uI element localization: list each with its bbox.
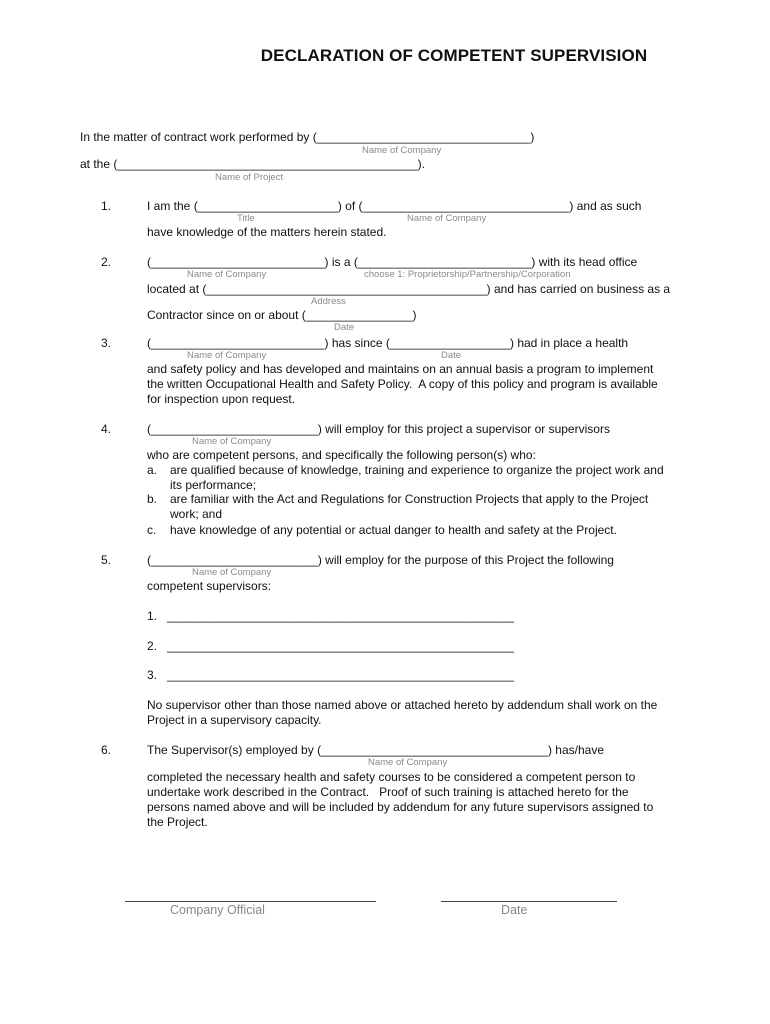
company-official-signature-line (125, 901, 376, 902)
item-4b-line-1: are familiar with the Act and Regulations for Construction Projects that apply to the Project (170, 492, 649, 506)
company-official-label: Company Official (170, 903, 265, 917)
item-3-line-3: the written Occupational Health and Safety Policy. A copy of this policy and program is available (147, 377, 658, 391)
item-number-1: 1. (101, 199, 112, 213)
item-6-line-4: persons named above and will be included by addendum for any future supervisors assigned to (147, 800, 654, 814)
item-6-line-3: undertake work described in the Contract. Proof of such training is attached hereto for the (147, 785, 629, 799)
item-number-2: 2. (101, 255, 112, 269)
caption-title: Title (237, 213, 255, 224)
item-4a-line-2: its performance; (170, 478, 257, 492)
item-4-line-2: who are competent persons, and specifically the following person(s) who: (147, 448, 536, 462)
item-4-line-1: (_________________________) will employ for this project a supervisor or supervisors (147, 422, 610, 436)
item-4a-label: a. (147, 463, 158, 477)
item-5-paragraph-line-2: Project in a supervisory capacity. (147, 713, 322, 727)
item-5-line-2: competent supervisors: (147, 579, 272, 593)
supervisor-line-3: 3. ____________________________________________________ (147, 668, 515, 682)
caption-name-of-company: Name of Company (362, 145, 442, 156)
caption-address: Address (311, 296, 346, 307)
document-title: DECLARATION OF COMPETENT SUPERVISION (260, 46, 648, 65)
intro-line-contract-work: In the matter of contract work performed by (________________________________) (80, 130, 535, 144)
item-4c-label: c. (147, 523, 157, 537)
item-2-line-3: Contractor since on or about (________________) (147, 308, 417, 322)
item-1-line-1: I am the (_____________________) of (_______________________________) and as such (147, 199, 642, 213)
item-5-paragraph-line-1: No supervisor other than those named above or attached hereto by addendum shall work on the (147, 698, 658, 712)
item-3-line-2: and safety policy and has developed and maintains on an annual basis a program to implement (147, 362, 654, 376)
date-signature-line (441, 901, 617, 902)
item-3-line-1: (__________________________) has since (__________________) had in place a health (147, 336, 629, 350)
item-number-6: 6. (101, 743, 112, 757)
item-6-line-2: completed the necessary health and safety courses to be considered a competent person to (147, 770, 636, 784)
caption-name-of-company: Name of Company (407, 213, 487, 224)
caption-name-of-company: Name of Company (192, 567, 272, 578)
item-4b-label: b. (147, 492, 158, 506)
caption-name-of-company: Name of Company (187, 269, 267, 280)
caption-name-of-company: Name of Company (187, 350, 267, 361)
item-4a-line-1: are qualified because of knowledge, training and experience to organize the project work and (170, 463, 664, 477)
caption-date: Date (441, 350, 462, 361)
caption-name-of-company: Name of Company (368, 757, 448, 768)
item-6-line-5: the Project. (147, 815, 208, 829)
signature-date-label: Date (501, 903, 528, 917)
caption-business-type: choose 1: Proprietorship/Partnership/Corporation (364, 269, 571, 280)
intro-line-project: at the (_____________________________________________). (80, 157, 426, 171)
caption-name-of-company: Name of Company (192, 436, 272, 447)
item-4c-line-1: have knowledge of any potential or actual danger to health and safety at the Project. (170, 523, 617, 537)
caption-date: Date (334, 322, 355, 333)
item-number-5: 5. (101, 553, 112, 567)
item-5-line-1: (_________________________) will employ for the purpose of this Project the following (147, 553, 614, 567)
item-3-line-4: for inspection upon request. (147, 392, 296, 406)
supervisor-line-1: 1. ____________________________________________________ (147, 609, 515, 623)
item-2-line-1: (__________________________) is a (__________________________) with its head office (147, 255, 638, 269)
caption-name-of-project: Name of Project (215, 172, 284, 183)
item-6-line-1: The Supervisor(s) employed by (__________________________________) has/have (147, 743, 605, 757)
item-number-4: 4. (101, 422, 112, 436)
item-1-line-2: have knowledge of the matters herein stated. (147, 225, 387, 239)
supervisor-line-2: 2. ____________________________________________________ (147, 639, 515, 653)
item-2-line-2: located at (__________________________________________) and has carried on business as a (147, 282, 671, 296)
item-4b-line-2: work; and (170, 507, 223, 521)
item-number-3: 3. (101, 336, 112, 350)
